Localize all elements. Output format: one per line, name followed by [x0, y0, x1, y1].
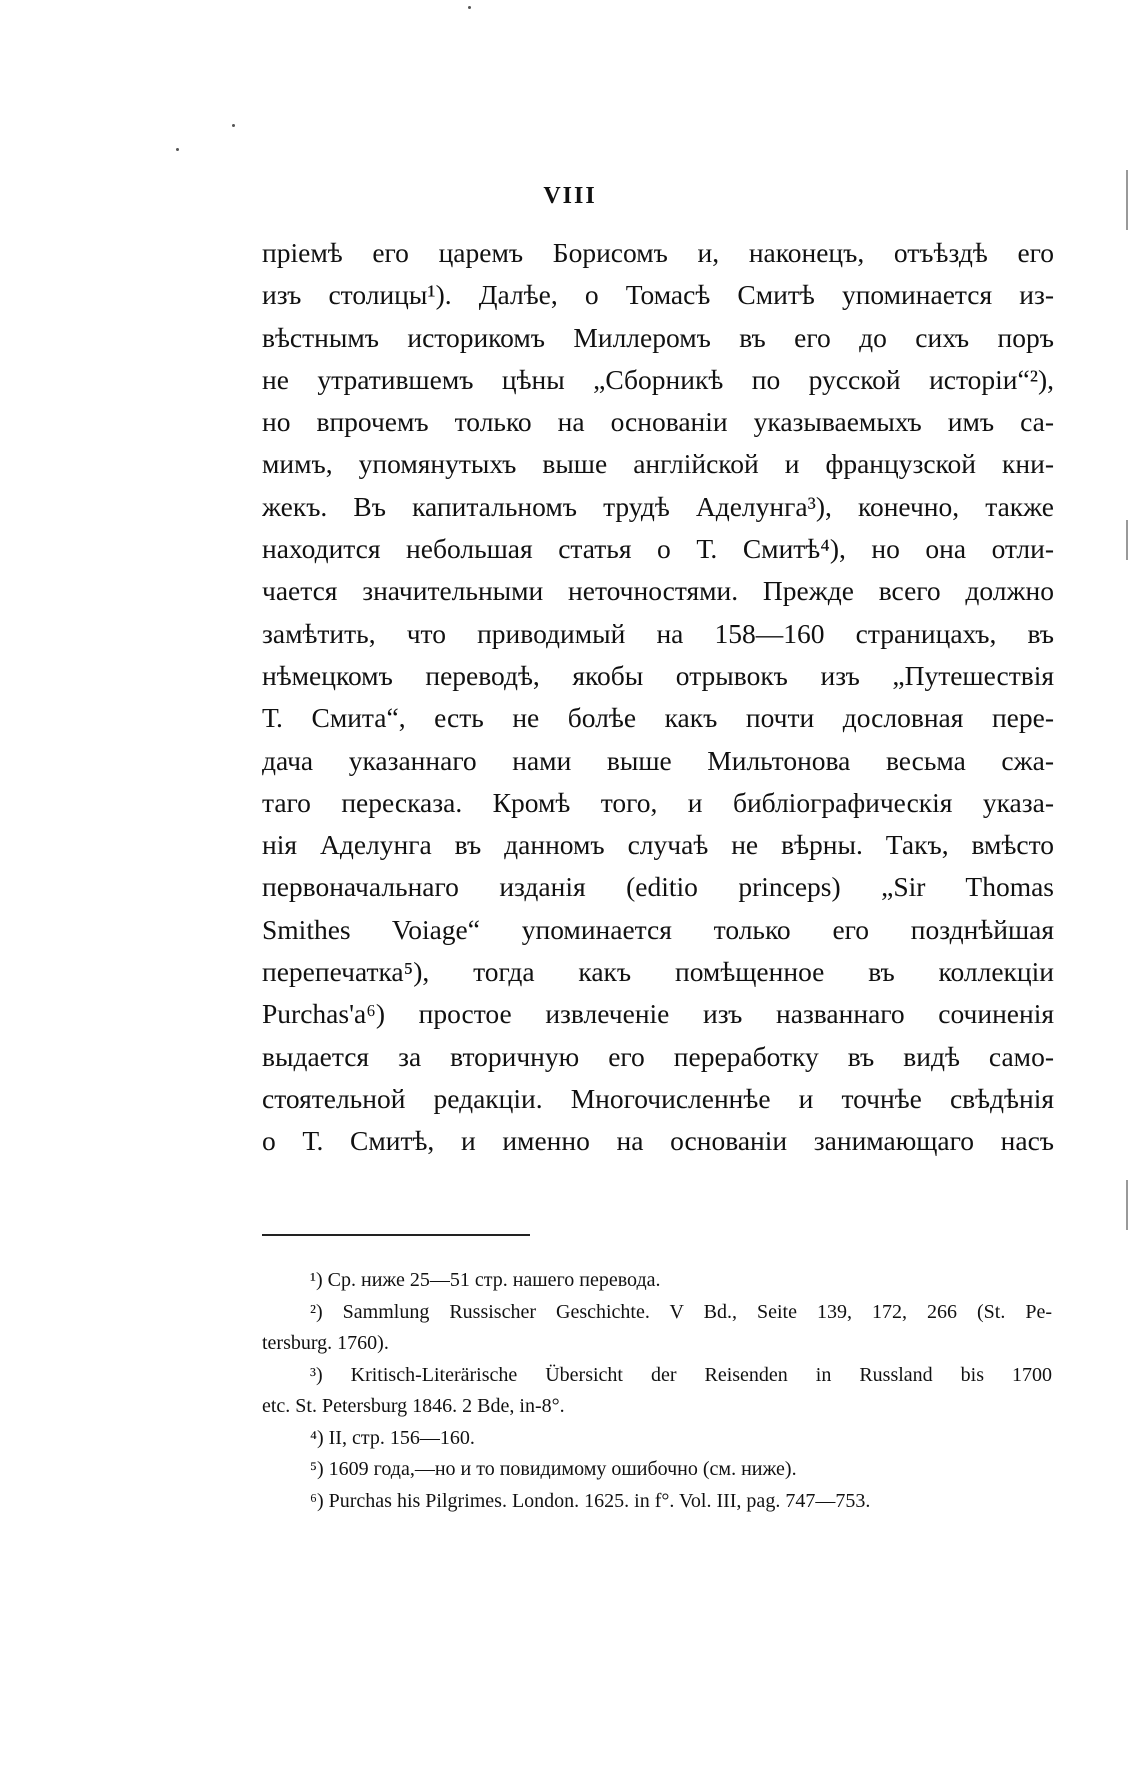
footnote-4: ⁴) II, стр. 156—160. [310, 1426, 475, 1449]
text-line: перепечатка⁵), тогда какъ помѣщенное въ коллекціи [262, 956, 1054, 988]
text-line: замѣтить, что приводимый на 158—160 страницахъ, въ [262, 617, 1054, 649]
footnote-3-continuation: etc. St. Petersburg 1846. 2 Bde, in-8°. [262, 1395, 565, 1417]
text-line: но впрочемъ только на основаніи указываемыхъ имъ са- [262, 406, 1054, 438]
footnote-1: ¹) Ср. ниже 25—51 стр. нашего перевода. [310, 1269, 661, 1291]
footnote-6: ⁶) Purchas his Pilgrimes. London. 1625. in f°. Vol. III, pag. 747—753. [310, 1489, 871, 1512]
page-number: VIII [543, 183, 597, 209]
page-edge-mark [1126, 520, 1128, 560]
text-line: о Т. Смитѣ, и именно на основаніи занимающаго насъ [262, 1125, 1054, 1157]
page-edge-mark [1126, 1180, 1128, 1230]
text-line: жекъ. Въ капитальномъ трудѣ Аделунга³), конечно, также [262, 490, 1054, 522]
text-line: стоятельной редакціи. Многочисленнѣе и точнѣе свѣдѣнія [262, 1082, 1054, 1114]
text-line: нія Аделунга въ данномъ случаѣ не вѣрны. Такъ, вмѣсто [262, 829, 1054, 861]
text-line: Smithes Voiage“ упоминается только его позднѣйшая [262, 913, 1054, 945]
footnote-5: ⁵) 1609 года,—но и то повидимому ошибочно (см. ниже). [310, 1458, 797, 1480]
footnote-3: ³) Kritisch-Literärische Übersicht der Reisenden in Russland bis 1700 [310, 1363, 1052, 1386]
text-line: выдается за вторичную его переработку въ видѣ само- [262, 1040, 1054, 1072]
footnote-2-continuation: tersburg. 1760). [262, 1332, 389, 1354]
text-line: вѣстнымъ историкомъ Миллеромъ въ его до сихъ поръ [262, 321, 1054, 353]
text-line: нѣмецкомъ переводѣ, якобы отрывокъ изъ „Путешествія [262, 659, 1054, 691]
footnotes [262, 1265, 1052, 1517]
text-line: пріемѣ его царемъ Борисомъ и, наконецъ, отъѣздѣ его [262, 237, 1054, 268]
text-line: Purchas'a⁶) простое извлеченіе изъ названнаго сочиненія [262, 998, 1054, 1030]
text-line: находится небольшая статья о Т. Смитѣ⁴), но она отли- [262, 533, 1054, 565]
footnote-2: ²) Sammlung Russischer Geschichte. V Bd., Seite 139, 172, 266 (St. Pe- [310, 1300, 1052, 1323]
text-line: таго пересказа. Кромѣ того, и библіографическія указа- [262, 786, 1054, 818]
footnote-separator [262, 1234, 530, 1236]
text-line: чается значительными неточностями. Прежде всего должно [262, 575, 1054, 607]
text-line: не утратившемъ цѣны „Сборникѣ по русской исторіи“²), [262, 363, 1054, 395]
body-text [262, 232, 1054, 1163]
text-line: дача указаннаго нами выше Мильтонова весьма сжа- [262, 744, 1054, 776]
text-line: Т. Смита“, есть не болѣе какъ почти дословная пере- [262, 702, 1054, 734]
text-line: изъ столицы¹). Далѣе, о Томасѣ Смитѣ упоминается из- [262, 279, 1054, 311]
text-line: первоначальнаго изданія (editio princeps) „Sir Thomas [262, 871, 1054, 903]
text-line: мимъ, упомянутыхъ выше англійской и французской кни- [262, 448, 1054, 480]
